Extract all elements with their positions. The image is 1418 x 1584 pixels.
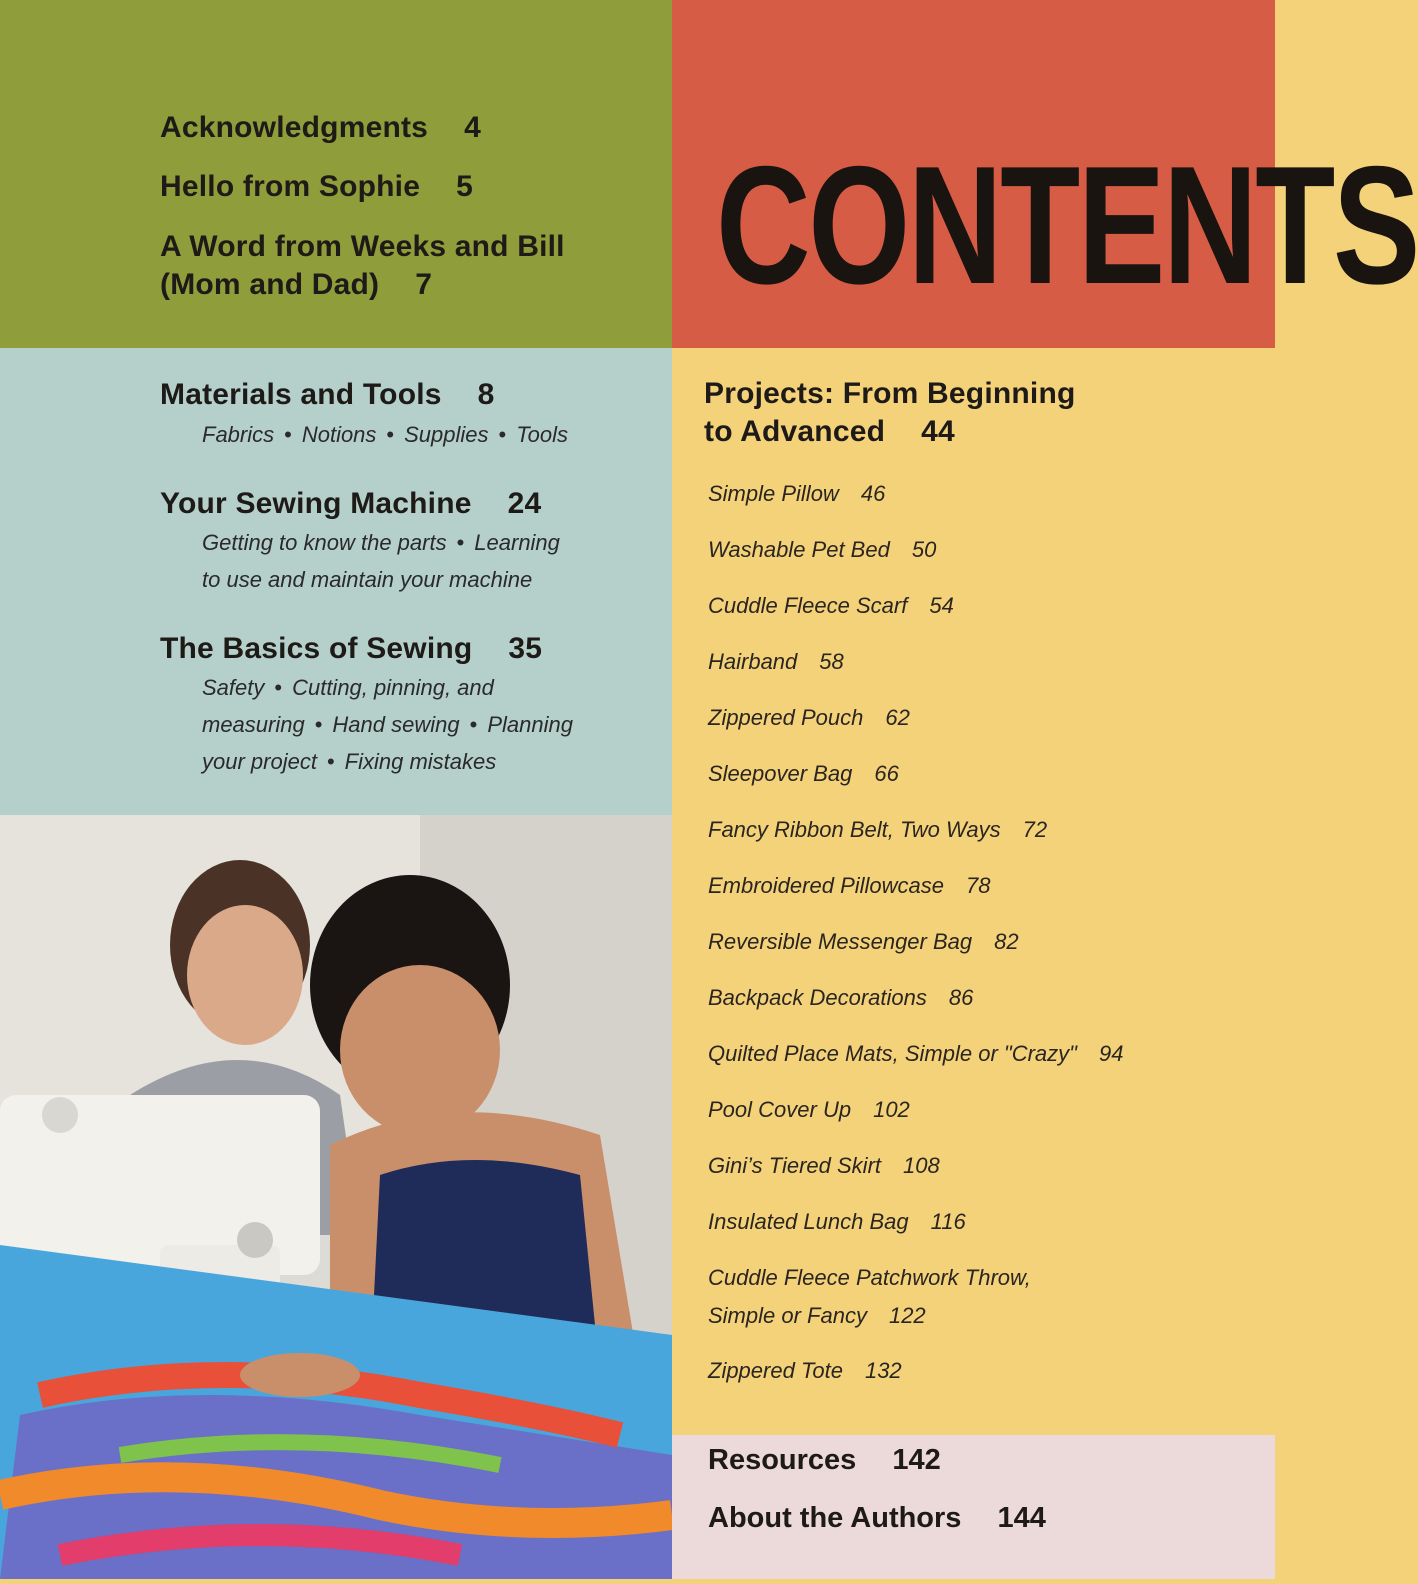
project-page: 94 — [1098, 1041, 1124, 1066]
project-page: 78 — [966, 873, 991, 898]
subitem: Hand sewing — [332, 712, 460, 737]
title-panel — [672, 0, 1418, 348]
subitem: Getting to know the parts — [202, 530, 447, 555]
toc-entry-materials[interactable] — [160, 376, 495, 414]
project-page: 50 — [911, 537, 937, 562]
project-label: Cuddle Fleece Scarf — [708, 593, 908, 618]
project-item[interactable] — [708, 1259, 1031, 1335]
sewing-photo — [0, 815, 672, 1579]
project-label: Embroidered Pillowcase — [708, 873, 944, 898]
project-item[interactable] — [708, 475, 885, 513]
entry-label: Hello from Sophie — [160, 170, 421, 203]
basics-subitems: Safety • Cutting, pinning, and measuring • Hand sewing • Planning your project • Fixing mistakes — [202, 675, 573, 774]
projects-heading: Projects: From Beginning — [704, 377, 1076, 410]
subitem: Notions — [301, 422, 377, 447]
toc-entry-resources[interactable] — [708, 1441, 941, 1479]
project-page: 86 — [948, 985, 974, 1010]
subitem: Supplies — [404, 422, 489, 447]
project-item[interactable] — [708, 587, 954, 625]
front-matter-panel — [0, 0, 672, 348]
entry-label: Your Sewing Machine — [160, 487, 472, 520]
entry-label: About the Authors — [708, 1502, 962, 1534]
project-label: Washable Pet Bed — [708, 537, 890, 562]
subitem: to use and maintain your machine — [202, 567, 533, 592]
project-label: Pool Cover Up — [708, 1097, 852, 1122]
subitem: Cutting, pinning, and — [292, 675, 494, 700]
project-item[interactable] — [708, 1203, 966, 1241]
project-label: Backpack Decorations — [708, 985, 927, 1010]
project-label: Quilted Place Mats, Simple or "Crazy" — [708, 1041, 1077, 1066]
entry-page: 35 — [508, 632, 543, 665]
entry-label-line2: (Mom and Dad) — [160, 268, 380, 301]
project-label: Fancy Ribbon Belt, Two Ways — [708, 817, 1001, 842]
entry-label: A Word from Weeks and Bill — [160, 230, 565, 263]
entry-label: Materials and Tools — [160, 378, 442, 411]
project-label: Sleepover Bag — [708, 761, 853, 786]
subitem: Fabrics — [202, 422, 275, 447]
project-page: 132 — [864, 1358, 902, 1383]
subitem: Safety — [202, 675, 265, 700]
project-page: 122 — [888, 1303, 926, 1328]
back-matter-panel — [672, 1435, 1275, 1579]
entry-page: 44 — [921, 415, 955, 448]
toc-entry-machine[interactable] — [160, 485, 541, 523]
project-item[interactable] — [708, 979, 973, 1017]
toc-entry-projects[interactable] — [704, 375, 1076, 451]
toc-entry-word[interactable] — [160, 228, 565, 304]
sewing-photo-illustration — [0, 815, 672, 1579]
project-page: 62 — [885, 705, 910, 730]
project-item[interactable] — [708, 923, 1019, 961]
project-page: 116 — [930, 1209, 966, 1234]
entry-page: 8 — [477, 378, 495, 411]
toc-entry-basics[interactable] — [160, 630, 542, 668]
project-label: Hairband — [708, 649, 798, 674]
project-item[interactable] — [708, 811, 1047, 849]
project-item[interactable] — [708, 531, 936, 569]
subitem: Fixing mistakes — [344, 749, 497, 774]
project-label: Zippered Tote — [708, 1358, 843, 1383]
entry-label: Resources — [708, 1444, 857, 1476]
toc-entry-authors[interactable] — [708, 1499, 1046, 1537]
project-item[interactable] — [708, 643, 844, 681]
project-page: 58 — [819, 649, 844, 674]
project-label: Zippered Pouch — [708, 705, 864, 730]
subitem: Planning — [487, 712, 573, 737]
materials-subitems: Fabrics • Notions • Supplies • Tools — [202, 422, 568, 447]
entry-label: The Basics of Sewing — [160, 632, 473, 665]
entry-page: 4 — [464, 111, 481, 144]
toc-entry-hello[interactable] — [160, 168, 473, 206]
page-title: CONTENTS — [716, 131, 1418, 319]
project-item[interactable] — [708, 755, 899, 793]
entry-page: 24 — [507, 487, 542, 520]
project-page: 66 — [874, 761, 899, 786]
sections-panel — [0, 348, 672, 815]
project-page: 46 — [860, 481, 886, 506]
project-item[interactable] — [708, 1352, 902, 1390]
project-label: Reversible Messenger Bag — [708, 929, 973, 954]
project-item[interactable] — [708, 867, 990, 905]
projects-panel — [672, 348, 1275, 1435]
subitem: measuring — [202, 712, 305, 737]
subitem: Learning — [474, 530, 560, 555]
project-label: Simple Pillow — [708, 481, 839, 506]
project-page: 108 — [903, 1153, 940, 1178]
entry-page: 5 — [456, 170, 473, 203]
project-item[interactable] — [708, 1147, 940, 1185]
subitem: your project — [202, 749, 317, 774]
project-page: 72 — [1022, 817, 1048, 842]
project-item[interactable] — [708, 1091, 910, 1129]
project-page: 102 — [873, 1097, 910, 1122]
project-label-line2: Simple or Fancy — [708, 1303, 867, 1328]
project-label: Gini’s Tiered Skirt — [708, 1153, 882, 1178]
project-page: 54 — [929, 593, 954, 618]
entry-label: Acknowledgments — [160, 111, 429, 144]
subitem: Tools — [516, 422, 568, 447]
entry-page: 142 — [892, 1444, 941, 1476]
entry-page: 144 — [997, 1502, 1046, 1534]
project-item[interactable] — [708, 1035, 1123, 1073]
project-label: Cuddle Fleece Patchwork Throw, — [708, 1265, 1031, 1290]
project-page: 82 — [994, 929, 1019, 954]
machine-subitems: Getting to know the parts • Learning to use and maintain your machine — [202, 524, 560, 598]
projects-heading-line2: to Advanced — [704, 415, 886, 448]
project-item[interactable] — [708, 699, 910, 737]
toc-entry-acknowledgments[interactable] — [160, 109, 481, 147]
entry-page: 7 — [415, 268, 433, 301]
project-label: Insulated Lunch Bag — [708, 1209, 909, 1234]
